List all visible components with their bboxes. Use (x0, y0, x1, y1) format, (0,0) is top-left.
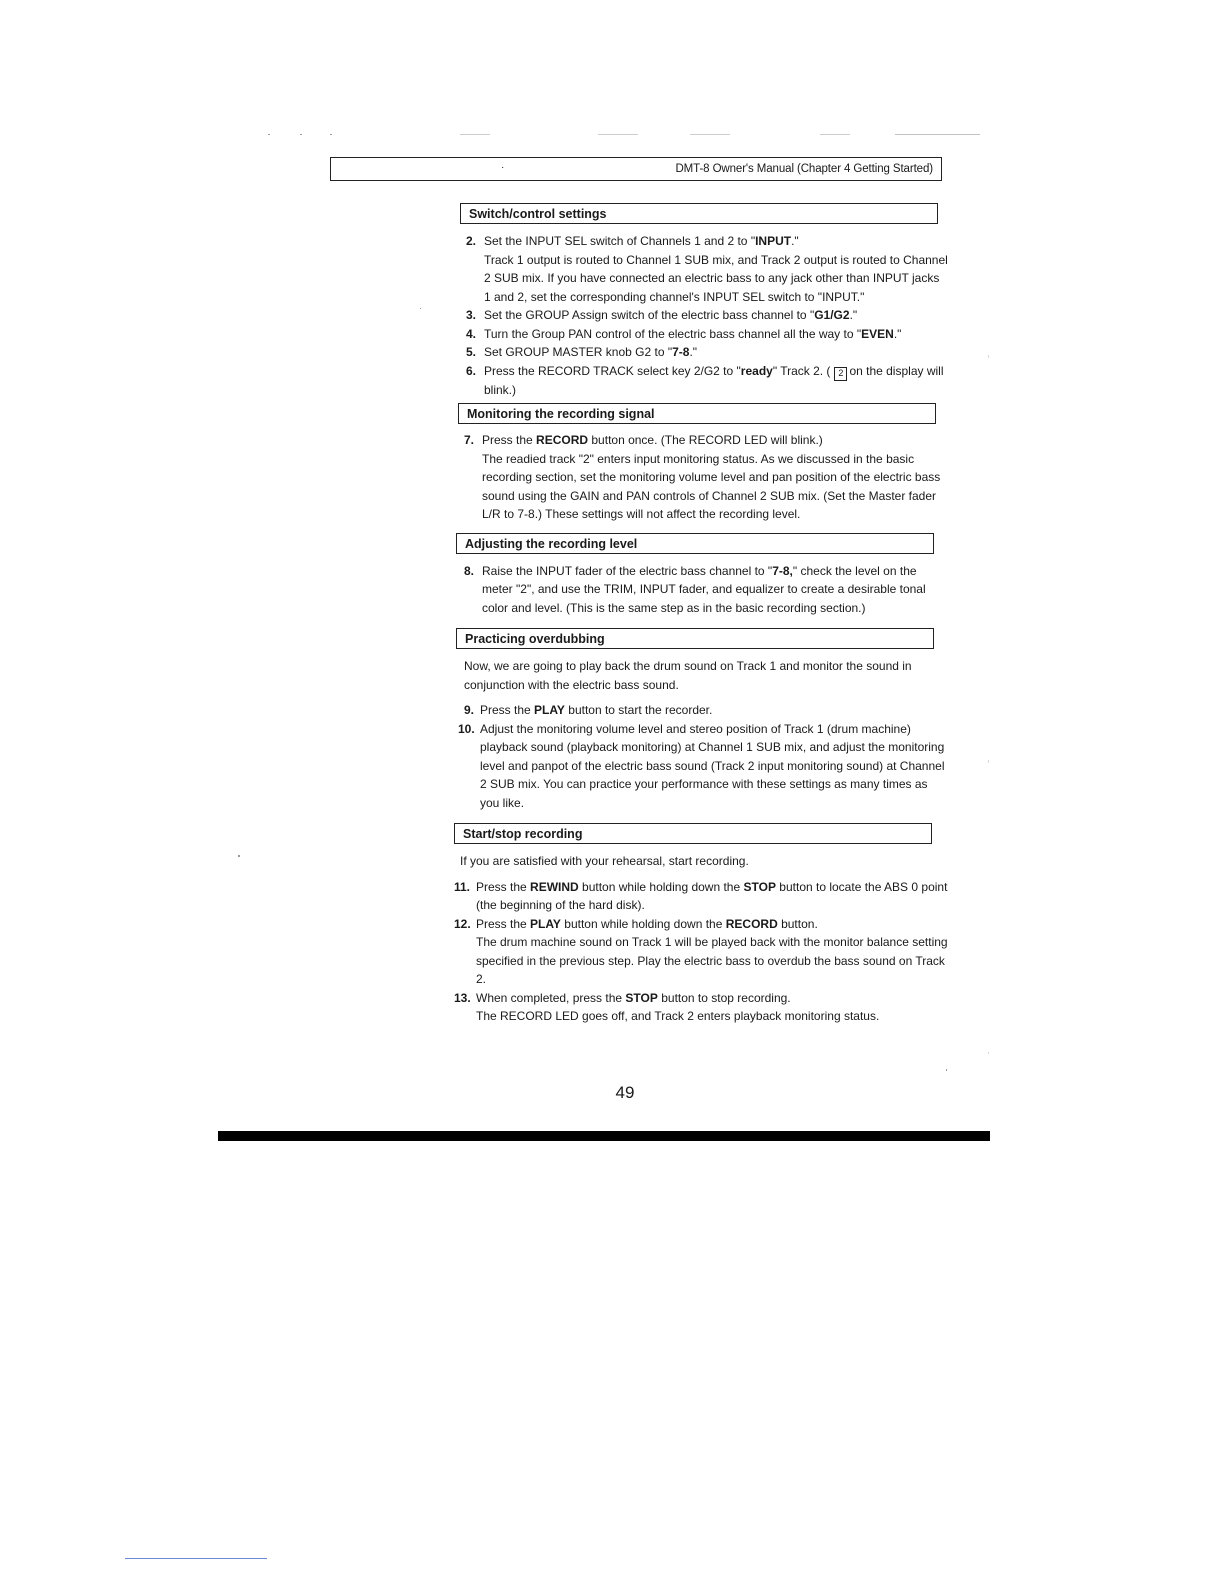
step-number: 8. (464, 563, 475, 578)
step-2: 2. Set the INPUT SEL switch of Channels 1 and 2 to "INPUT." Track 1 output is routed to Channel 1 SUB mix, and Track 2 output is routed to Channel 2 SUB mix. If you have connected an electric bass to any jack other than INPUT jacks 1 and 2, set the corresponding channel's INPUT SEL switch to "INPUT." (460, 232, 948, 306)
step-7: 7. Press the RECORD button once. (The RECORD LED will blink.) The readied track "2" enters input monitoring status. As we discussed in the basic recording section, set the monitoring volume level and pan position of the electric bass sound using the GAIN and PAN controls of Channel 2 SUB mix. (Set the Master fader L/R to 7-8.) These settings will not affect the recording level. (458, 431, 948, 524)
step-body: The readied track "2" enters input monitoring status. As we discussed in the basic recording section, set the monitoring volume level and pan position of the electric bass sound using the GAIN and PAN controls of Channel 2 SUB mix. (Set the Master fader L/R to 7-8.) These settings will not affect the recording level. (482, 451, 941, 521)
step-list (458, 431, 948, 524)
step-body: Track 1 output is routed to Channel 1 SUB mix, and Track 2 output is routed to Channel 2 SUB mix. If you have connected an electric bass to any jack other than INPUT jacks 1 and 2, set the corresponding channel's INPUT SEL switch to "INPUT." (484, 252, 948, 304)
step-number: 2. (466, 234, 477, 248)
step-3: 3. Set the GROUP Assign switch of the electric bass channel to "G1/G2." (460, 306, 948, 325)
step-number: 12. (454, 916, 471, 931)
section-heading-recording-level: Adjusting the recording level (456, 533, 934, 554)
step-number: 11. (454, 879, 471, 894)
step-10: 10. Adjust the monitoring volume level and stereo position of Track 1 (drum machine) playback sound (playback monitoring) at Channel 1 SUB mix, and adjust the monitoring level and panpot of the electric bass sound (Track 2 input monitoring sound) at Channel 2 SUB mix. You can practice your performance with these settings as many times as you like. (458, 721, 945, 810)
step-number: 9. (464, 703, 475, 717)
step-list (460, 232, 948, 399)
step-number: 6. (466, 363, 477, 378)
running-header (330, 157, 942, 181)
step-number: 13. (454, 990, 471, 1005)
section-heading-overdubbing: Practicing overdubbing (456, 628, 934, 649)
step-8: 8. Raise the INPUT fader of the electric bass channel to "7-8," check the level on the meter "2", and use the TRIM, INPUT fader, and equalizer to create a desirable tonal color and level. (This is the same step as in the basic recording section.) (464, 563, 926, 615)
step-list (454, 878, 948, 1026)
section-heading-switch-control: Switch/control settings (460, 203, 938, 224)
step-number: 5. (466, 345, 477, 359)
footer-rule (218, 1131, 990, 1141)
step-4: 4. Turn the Group PAN control of the electric bass channel all the way to "EVEN." (460, 325, 948, 344)
step-9: 9. Press the PLAY button to start the recorder. (458, 701, 948, 720)
page-number: 49 (615, 1083, 635, 1102)
section-intro: If you are satisfied with your rehearsal, start recording. (460, 854, 749, 868)
step-body: The RECORD LED goes off, and Track 2 enters playback monitoring status. (476, 1009, 880, 1023)
footer-link-underline (125, 1558, 267, 1559)
header-title: DMT-8 Owner's Manual (Chapter 4 Getting Started) (675, 163, 933, 175)
section-heading-monitoring: Monitoring the recording signal (458, 403, 936, 424)
header-mark: · (501, 162, 505, 173)
step-12: 12. Press the PLAY button while holding down the RECORD button. The drum machine sound on Track 1 will be played back with the monitor balance setting specified in the previous step. Play the electric bass to overdub the bass sound on Track 2. (454, 915, 948, 989)
step-11: 11. Press the REWIND button while holding down the STOP button to locate the ABS 0 point (the beginning of the hard disk). (454, 879, 948, 912)
step-number: 4. (466, 326, 477, 341)
step-5: 5. Set GROUP MASTER knob G2 to "7-8." (460, 343, 948, 362)
track-2-display-icon: 2 (834, 367, 847, 381)
step-number: 10. (458, 721, 475, 736)
step-6: 6. Press the RECORD TRACK select key 2/G2 to "ready" Track 2. ( 2 on the display will blink.) (466, 363, 944, 397)
step-13: 13. When completed, press the STOP button to stop recording. The RECORD LED goes off, and Track 2 enters playback monitoring status. (454, 989, 948, 1026)
step-body: The drum machine sound on Track 1 will be played back with the monitor balance setting specified in the previous step. Play the electric bass to overdub the bass sound on Track 2. (476, 935, 948, 986)
step-number: 3. (466, 308, 477, 322)
section-intro: Now, we are going to play back the drum sound on Track 1 and monitor the sound in conjunction with the electric bass sound. (464, 659, 912, 692)
step-number: 7. (464, 433, 475, 447)
page-content (454, 203, 948, 1026)
step-list (458, 562, 948, 618)
step-list (458, 701, 948, 812)
section-heading-start-stop: Start/stop recording (454, 823, 932, 844)
